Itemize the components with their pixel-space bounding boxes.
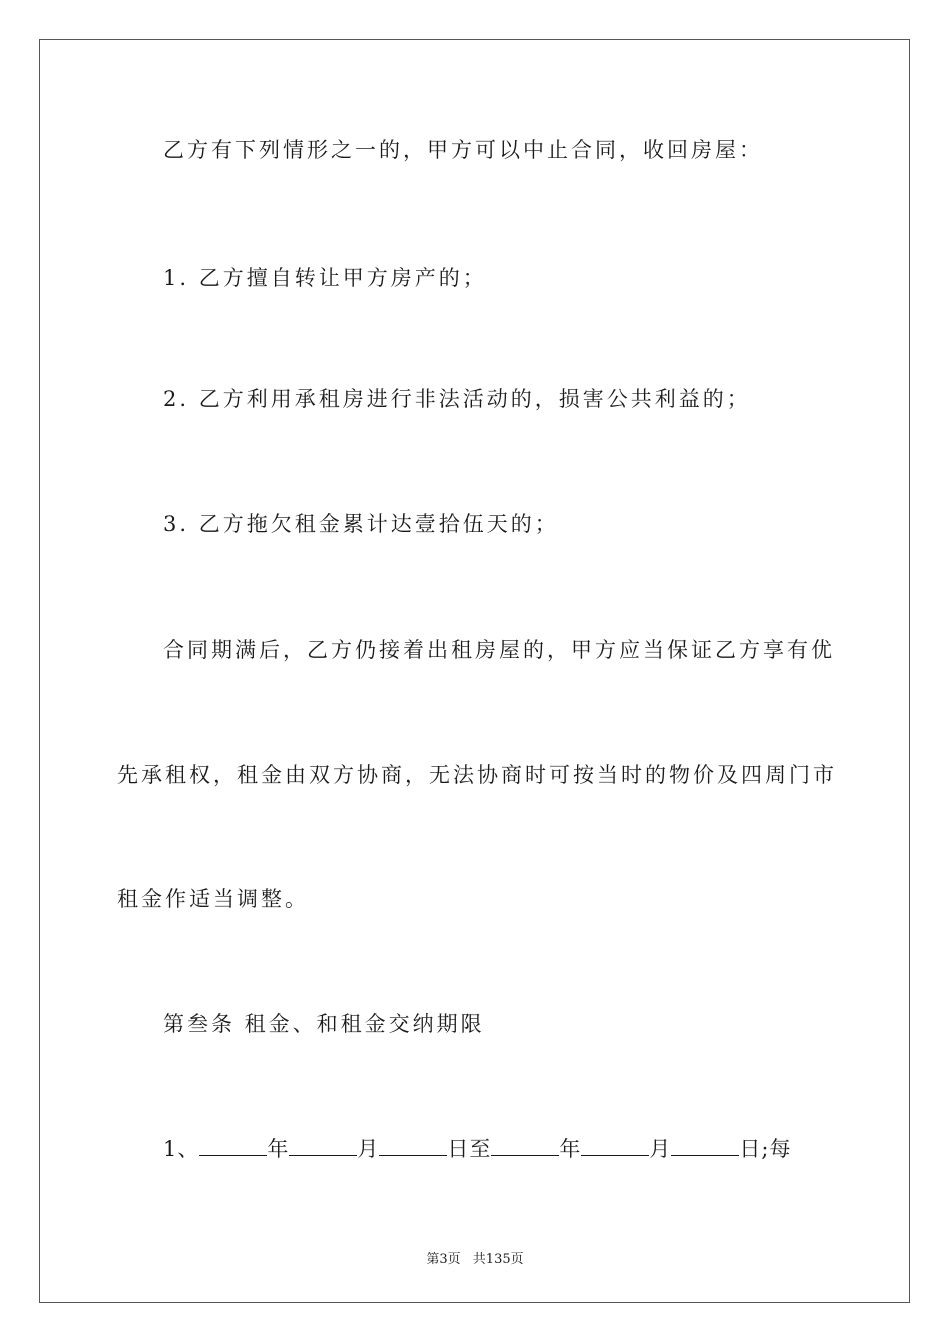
page-total: 共135页 [472,1252,524,1267]
rent-line-day-to: 日至 [447,1137,492,1161]
page-number: 第3页 [426,1252,461,1267]
rent-line-month1: 月 [357,1137,380,1161]
page-footer [0,1248,950,1267]
blank-field[interactable] [581,1137,649,1156]
blank-field[interactable] [289,1137,357,1156]
paragraph-renewal-line1: 合同期满后，乙方仍接着出租房屋的，甲方应当保证乙方享有优 [163,638,835,662]
blank-field[interactable] [671,1137,739,1156]
paragraph-termination-intro: 乙方有下列情形之一的，甲方可以中止合同，收回房屋： [163,138,763,162]
rent-line-year1: 年 [267,1137,290,1161]
paragraph-renewal-line3: 租金作适当调整。 [117,887,309,911]
rent-line-suffix: 日;每 [739,1137,792,1161]
page-border [39,39,910,1303]
paragraph-renewal-line2: 先承租权，租金由双方协商，无法协商时可按当时的物价及四周门市 [117,763,837,787]
blank-field[interactable] [491,1137,559,1156]
blank-field[interactable] [199,1137,267,1156]
rent-line-prefix: 1、 [163,1137,200,1161]
list-item-1: 1. 乙方擅自转让甲方房产的； [163,266,487,290]
list-item-3: 3. 乙方拖欠租金累计达壹拾伍天的； [163,512,559,536]
rent-line-year2: 年 [559,1137,582,1161]
rent-line-month2: 月 [649,1137,672,1161]
rent-period-line [117,1136,883,1162]
list-item-2: 2. 乙方利用承租房进行非法活动的，损害公共利益的； [163,387,751,411]
section-heading-article-3: 第叁条 租金、和租金交纳期限 [163,1012,485,1036]
blank-field[interactable] [379,1137,447,1156]
